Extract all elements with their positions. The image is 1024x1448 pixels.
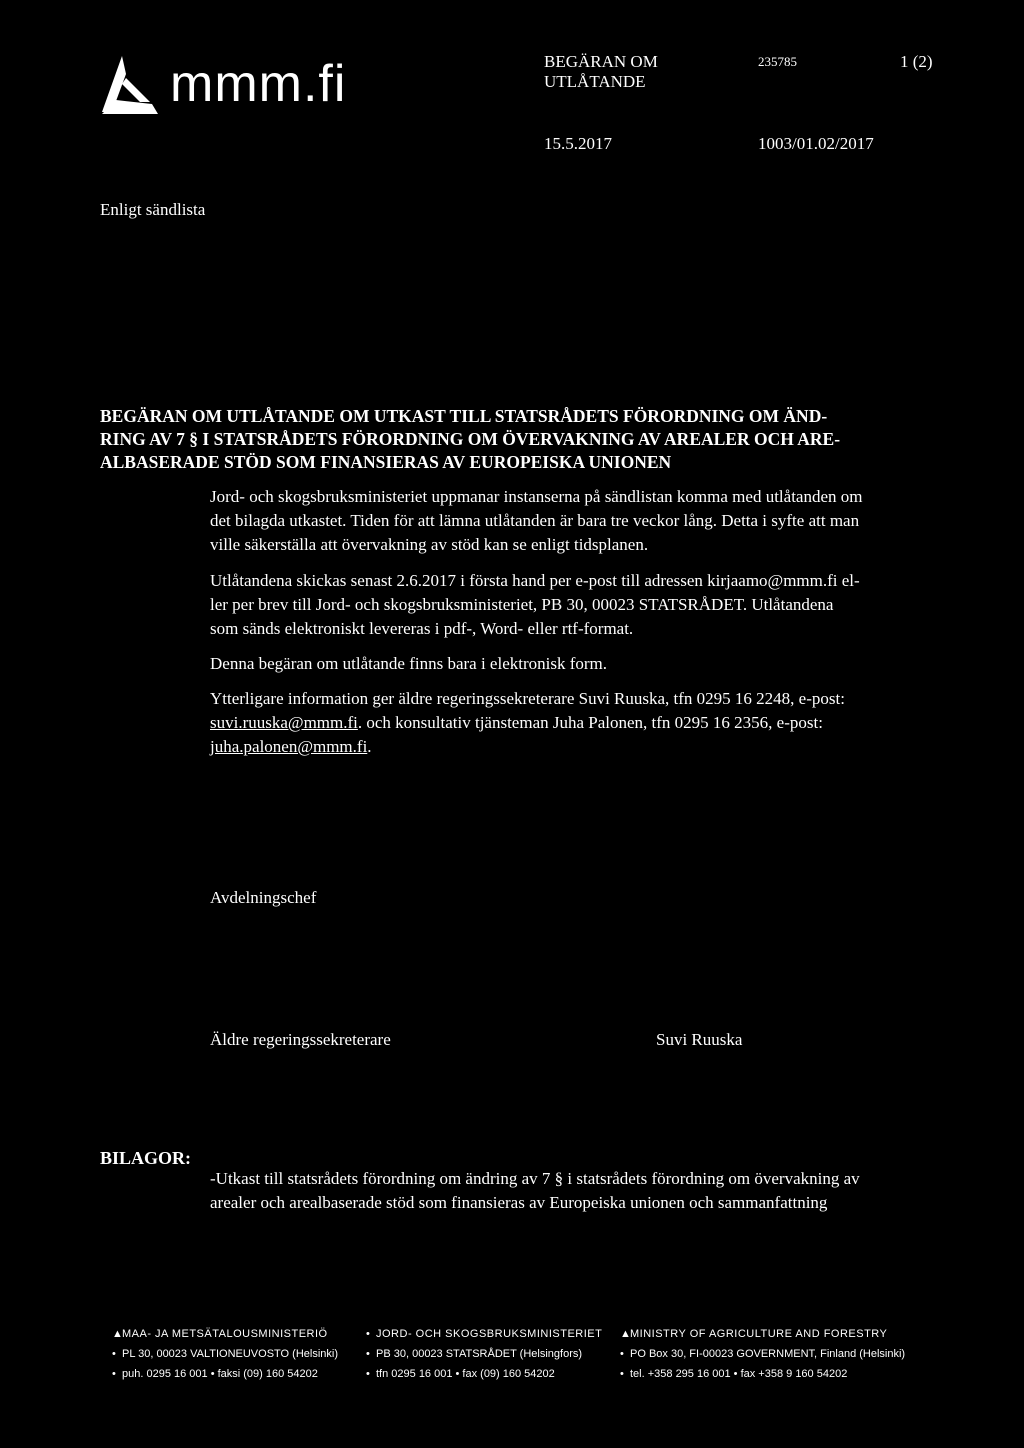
signatory-title-1: Avdelningschef — [210, 888, 317, 907]
footer-fi-address: PL 30, 00023 VALTIONEUVOSTO (Helsinki) — [122, 1348, 339, 1360]
footer-fi-name: MAA- JA METSÄTALOUSMINISTERIÖ — [122, 1328, 328, 1340]
bullet-icon: • — [112, 1368, 116, 1380]
email-link-juha[interactable]: juha.palonen@mmm.fi — [210, 737, 368, 756]
signatory-title-2: Äldre regeringssekreterare — [210, 1030, 391, 1049]
bullet-icon: • — [112, 1348, 116, 1360]
text-line: som sänds elektroniskt levereras i pdf-, Word- eller rtf-format. — [210, 619, 634, 638]
footer-sv-name: JORD- OCH SKOGSBRUKSMINISTERIET — [376, 1328, 603, 1340]
bullet-icon: • — [620, 1368, 624, 1380]
attachments-label: BILAGOR: — [100, 1148, 192, 1168]
paragraph-invitation — [210, 485, 950, 557]
page-number: 1 (2) — [900, 52, 933, 71]
text-line: det bilagda utkastet. Tiden för att lämna utlåtanden är bara tre veckor lång. Detta i syfte att man — [210, 511, 860, 530]
subject-heading — [100, 405, 930, 474]
mmm-logo — [100, 52, 370, 122]
triangle-icon: ▲ — [112, 1328, 124, 1340]
text-line: ville säkerställa att övervakning av stöd kan se enligt tidsplanen. — [210, 535, 649, 554]
footer-fi-phone: puh. 0295 16 001 • faksi (09) 160 54202 — [122, 1368, 318, 1380]
attachment-line: arealer och arealbaserade stöd som finansieras av Europeiska unionen och sammanfattning — [210, 1193, 828, 1212]
footer-fi — [112, 1324, 338, 1384]
attachments-list — [210, 1167, 950, 1215]
footer-en-address: PO Box 30, FI-00023 GOVERNMENT, Finland (Helsinki) — [630, 1348, 906, 1360]
footer-sv-phone: tfn 0295 16 001 • fax (09) 160 54202 — [376, 1368, 555, 1380]
bullet-icon: • — [366, 1368, 370, 1380]
triangle-icon: ▲ — [620, 1328, 632, 1340]
text-line — [210, 735, 950, 759]
doc-date: 15.5.2017 — [544, 134, 612, 153]
text-line: Utlåtandena skickas senast 2.6.2017 i första hand per e-post till adressen kirjaamo@mmm.fi el- — [210, 571, 860, 590]
doc-type-line2: UTLÅTANDE — [544, 72, 646, 91]
recipient: Enligt sändlista — [100, 200, 206, 219]
doc-type — [544, 52, 658, 92]
logo-text: mmm.fi — [170, 55, 347, 113]
footer-en-name: MINISTRY OF AGRICULTURE AND FORESTRY — [630, 1328, 888, 1340]
footer-en-phone: tel. +358 295 16 001 • fax +358 9 160 54202 — [630, 1368, 848, 1380]
bullet-icon: • — [620, 1348, 624, 1360]
attachment-line: -Utkast till statsrådets förordning om ändring av 7 § i statsrådets förordning om övervakning av — [210, 1169, 860, 1188]
text-fragment: . och konsultativ tjänsteman Juha Palonen, tfn 0295 16 2356, e-post: — [357, 713, 823, 732]
mmm-logo-mark-icon — [100, 56, 162, 120]
subject-line: RING AV 7 § I STATSRÅDETS FÖRORDNING OM ÖVERVAKNING AV AREALER OCH ARE- — [100, 429, 841, 449]
footer-en — [620, 1324, 905, 1384]
footer-sv-address: PB 30, 00023 STATSRÅDET (Helsingfors) — [376, 1348, 583, 1360]
text-fragment: . — [367, 737, 372, 756]
doc-number: 235785 — [758, 54, 797, 69]
subject-line: BEGÄRAN OM UTLÅTANDE OM UTKAST TILL STATSRÅDETS FÖRORDNING OM ÄND- — [100, 406, 828, 426]
paragraph-contact — [210, 687, 950, 759]
text-line — [210, 711, 950, 735]
doc-reference: 1003/01.02/2017 — [758, 134, 874, 153]
text-line: Denna begäran om utlåtande finns bara i elektronisk form. — [210, 654, 608, 673]
text-line: Jord- och skogsbruksministeriet uppmanar instanserna på sändlistan komma med utlåtanden om — [210, 487, 863, 506]
text-line: ler per brev till Jord- och skogsbruksministeriet, PB 30, 00023 STATSRÅDET. Utlåtandena — [210, 595, 834, 614]
paragraph-electronic — [210, 652, 950, 676]
text-line: Ytterligare information ger äldre regeringssekreterare Suvi Ruuska, tfn 0295 16 2248, e-post: — [210, 689, 845, 708]
email-link-suvi[interactable]: suvi.ruuska@mmm.fi — [210, 713, 358, 732]
signatory-name-2: Suvi Ruuska — [656, 1030, 743, 1049]
paragraph-submission — [210, 569, 950, 641]
footer-sv — [366, 1324, 602, 1384]
bullet-icon: • — [366, 1348, 370, 1360]
subject-line: ALBASERADE STÖD SOM FINANSIERAS AV EUROPEISKA UNIONEN — [100, 452, 672, 472]
doc-type-line1: BEGÄRAN OM — [544, 52, 658, 71]
bullet-icon: • — [366, 1328, 371, 1340]
